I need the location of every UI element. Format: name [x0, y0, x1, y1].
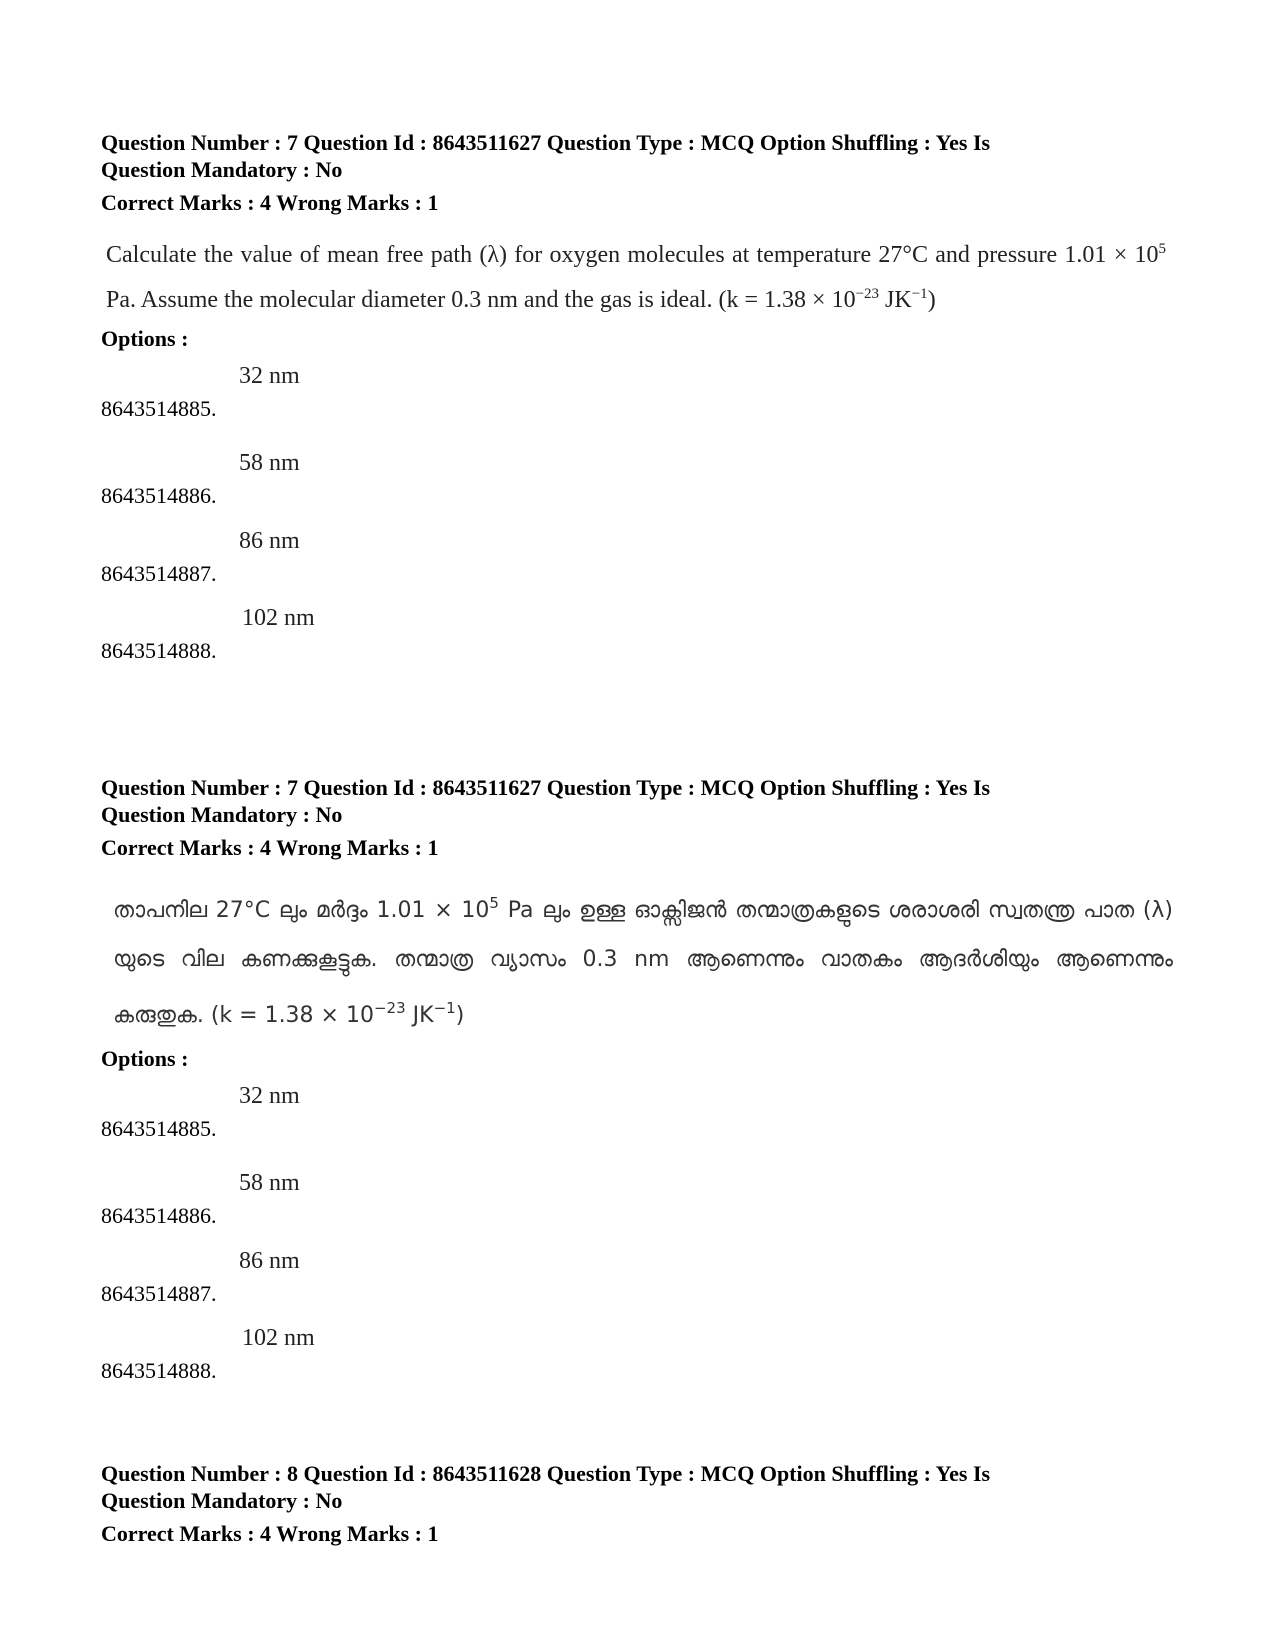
question-meta [101, 129, 1181, 216]
question-text-sup-2: −23 [373, 999, 406, 1017]
question-text-sup-3: −1 [911, 286, 928, 302]
option-value: 102 nm [242, 1325, 315, 1351]
question-block-3 [101, 1460, 1181, 1547]
option-item [101, 1082, 701, 1142]
options-label: Options : [101, 1046, 189, 1071]
options-label: Options : [101, 326, 189, 351]
option-value: 58 nm [239, 450, 300, 476]
option-id: 8643514887. [101, 1281, 217, 1306]
question-meta-line-2: Question Mandatory : No [101, 157, 343, 182]
option-item [101, 362, 701, 422]
question-meta-line-1: Question Number : 7 Question Id : 8643511627 Question Type : MCQ Option Shuffling : Yes Is [101, 775, 991, 800]
question-text-part-3: JK [879, 287, 912, 313]
question-text-sup-1: 5 [489, 894, 499, 912]
option-item [101, 1247, 701, 1307]
question-meta [101, 1460, 1181, 1547]
option-item [101, 604, 701, 664]
option-id: 8643514887. [101, 561, 217, 586]
question-marks: Correct Marks : 4 Wrong Marks : 1 [101, 835, 439, 860]
question-meta-line-2: Question Mandatory : No [101, 1488, 343, 1513]
option-id: 8643514885. [101, 1116, 217, 1141]
option-value: 58 nm [239, 1170, 300, 1196]
question-meta [101, 774, 1181, 861]
option-item [101, 527, 701, 587]
option-value: 86 nm [239, 1248, 300, 1274]
question-text-part-1: Calculate the value of mean free path (λ) for oxygen molecules at temperature 27°C and pressure 1.01 × 10 [106, 242, 1159, 268]
question-text-part-1: താപനില 27°C ലും മർദ്ദം 1.01 × 10 [113, 898, 490, 923]
question-text-sup-1: 5 [1158, 241, 1166, 257]
option-value: 86 nm [239, 528, 300, 554]
option-id: 8643514886. [101, 1203, 217, 1228]
option-item [101, 1324, 701, 1384]
question-text-sup-2: −23 [855, 286, 880, 302]
question-block-1 [101, 129, 1181, 672]
option-value: 102 nm [242, 605, 315, 631]
question-text-part-2: Pa. Assume the molecular diameter 0.3 nm and the gas is ideal. (k = 1.38 × 10 [106, 287, 856, 313]
option-id: 8643514888. [101, 638, 217, 663]
question-text-sup-3: −1 [433, 999, 456, 1017]
options-list [101, 1072, 1181, 1392]
option-value: 32 nm [239, 363, 300, 389]
question-text-part-4: ) [927, 287, 936, 313]
question-text [101, 230, 1166, 320]
option-item [101, 1169, 701, 1229]
question-text-part-2: Pa ലും ഉള്ള ഓക്സിജൻ തന്മാത്രകളുടെ ശരാശരി സ്വതന്ത്ര പാത (λ) യുടെ വില കണക്കുകൂട്ടുക. തന്മാത്ര വ്യാസം 0.3 nm ആണെന്നും വാതകം ആദർശിയും ആണെന്നും കരുതുക. (k = 1.38 × 10 [113, 898, 1174, 1028]
question-meta-line-2: Question Mandatory : No [101, 802, 343, 827]
question-meta-line-1: Question Number : 8 Question Id : 8643511628 Question Type : MCQ Option Shuffling : Yes Is [101, 1461, 991, 1486]
option-id: 8643514888. [101, 1358, 217, 1383]
question-meta-line-1: Question Number : 7 Question Id : 8643511627 Question Type : MCQ Option Shuffling : Yes Is [101, 130, 991, 155]
question-marks: Correct Marks : 4 Wrong Marks : 1 [101, 1521, 439, 1546]
option-id: 8643514886. [101, 483, 217, 508]
option-value: 32 nm [239, 1083, 300, 1109]
question-text-part-4: ) [455, 1003, 465, 1028]
question-marks: Correct Marks : 4 Wrong Marks : 1 [101, 190, 439, 215]
question-block-2 [101, 774, 1181, 1392]
option-item [101, 449, 701, 509]
option-id: 8643514885. [101, 396, 217, 421]
question-text-part-3: JK [405, 1003, 434, 1028]
question-text [101, 879, 1173, 1040]
options-list [101, 352, 1181, 672]
